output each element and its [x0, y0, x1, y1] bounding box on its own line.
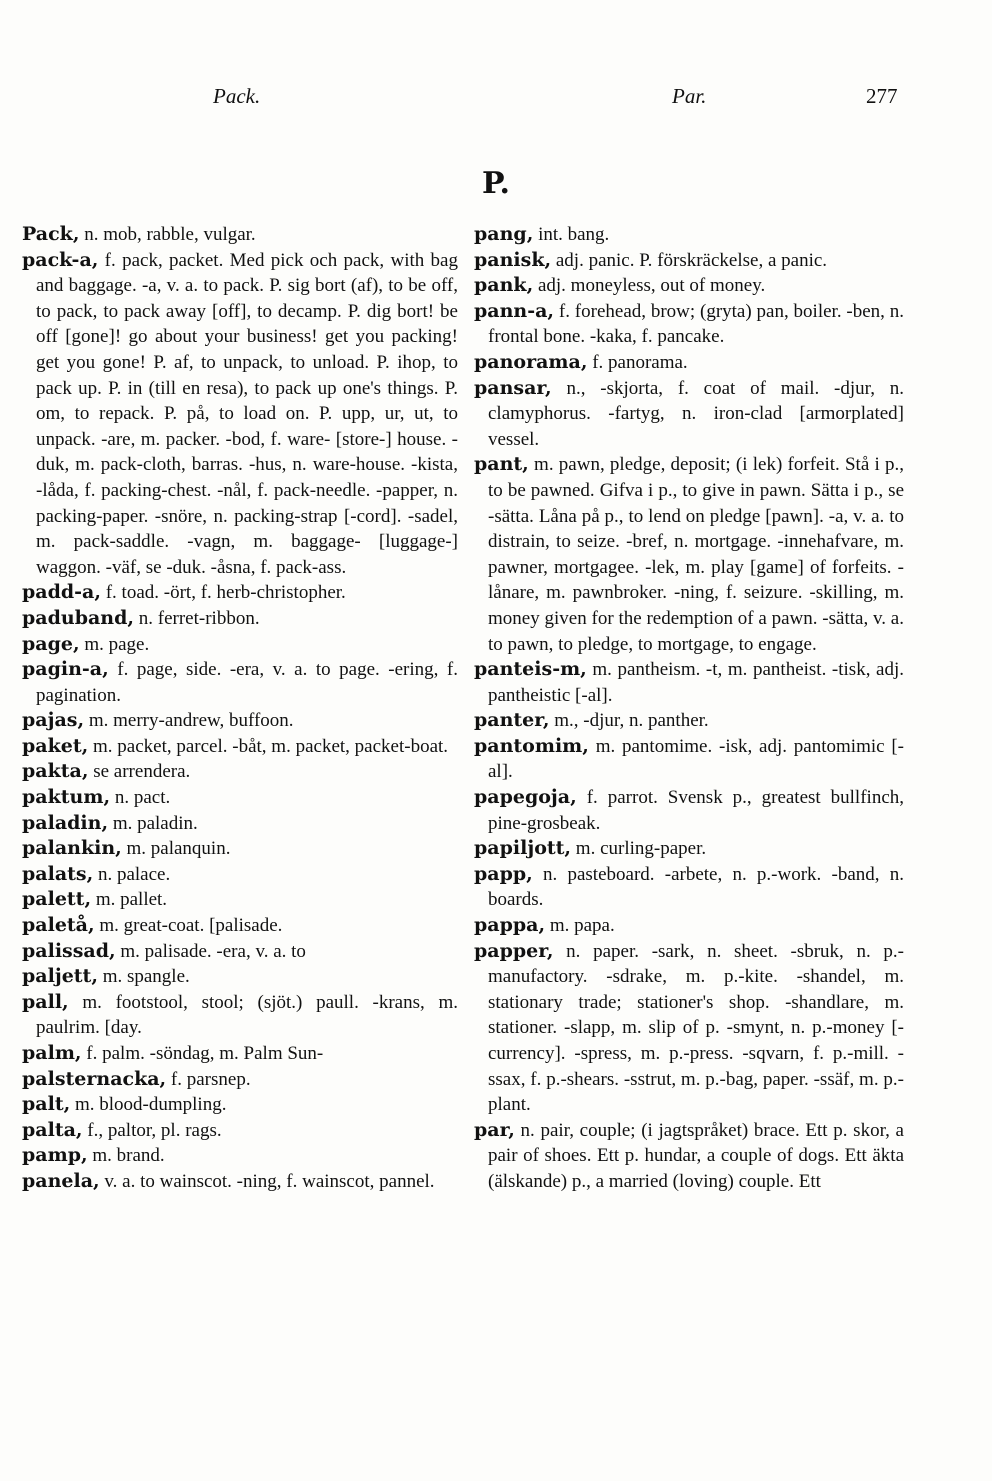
dictionary-entry: [22, 657, 458, 708]
dictionary-entry: [474, 785, 904, 836]
entry-headword: panisk,: [474, 248, 552, 271]
entry-definition: n., -skjorta, f. coat of mail. -djur, n. clamyphorus. -fartyg, n. iron-clad [armorplated] vessel.: [488, 377, 904, 450]
entry-definition: m. great-coat. [palisade.: [94, 915, 283, 937]
entry-headword: pann-a,: [474, 299, 555, 322]
entry-headword: paladin,: [22, 811, 109, 834]
entry-headword: paktum,: [22, 786, 111, 809]
entry-definition: n. mob, rabble, vulgar.: [79, 224, 256, 245]
entry-headword: padd-a,: [22, 581, 101, 604]
entry-headword: palm,: [22, 1042, 82, 1064]
dictionary-entry: [22, 580, 458, 606]
entry-headword: palats,: [22, 862, 94, 885]
entry-definition: m. packet, parcel. -båt, m. packet, packet-boat.: [88, 735, 449, 757]
entry-headword: panter,: [474, 709, 550, 732]
entry-definition: m. pawn, pledge, deposit; (i lek) forfeit. Stå i p., to be pawned. Gifva i p., to give in pawn. Sätta i p., se -sätta. Låna på p., to lend on pledge [pawn]. -a, v. a. to distrain, to seize. -bref, n. mortgage. -innehafvare, m. pawner, mortgagee. -lek, m. play [game] of forfeits. -lånare, m. pawnbroker. -ning, f. seizure. -skilling, m. money given for the redemption of a pawn. -sätta, v. a. to pawn, to pledge, to mortgage, to engage.: [488, 454, 904, 655]
entry-headword: panorama,: [474, 350, 588, 373]
entry-headword: papegoja,: [474, 786, 577, 809]
entry-definition: m., -djur, n. panther.: [549, 710, 709, 732]
dictionary-entry: [22, 785, 458, 811]
header-last-word: Par.: [672, 84, 707, 108]
entry-headword: paket,: [22, 734, 89, 757]
entry-headword: page,: [22, 632, 80, 655]
entry-headword: par,: [474, 1118, 515, 1141]
entry-headword: palett,: [22, 888, 92, 911]
entry-headword: paduband,: [22, 606, 135, 629]
dictionary-entry: [474, 350, 904, 376]
dictionary-entry: [22, 1143, 458, 1169]
entry-headword: palta,: [22, 1118, 83, 1141]
dictionary-entry: [22, 1118, 458, 1144]
entry-definition: m. brand.: [87, 1145, 165, 1167]
dictionary-entry: [22, 1092, 458, 1118]
entry-headword: Pack,: [22, 223, 80, 245]
entry-headword: palsternacka,: [22, 1067, 167, 1090]
right-column: [474, 222, 904, 1195]
entry-definition: n. paper. -sark, n. sheet. -sbruk, n. p.-manufactory. -sdrake, m. p.-kite. -shandel, m. stationary trade; stationer's shop. -shandlare, m. stationer. -slapp, m. slip of p. -smynt, n. p.-money [-currency]. -spress, m. p.-press. -sqvarn, f. p.-mill. -ssax, f. p.-shears. -sstrut, m. p.-bag, paper. -ssäf, m. p.-plant.: [488, 940, 904, 1116]
entry-definition: adj. moneyless, out of money.: [533, 275, 766, 297]
entry-definition: m. palanquin.: [121, 838, 231, 860]
entry-headword: panela,: [22, 1169, 100, 1192]
header-first-word: Pack.: [213, 84, 261, 108]
entry-headword: palankin,: [22, 837, 122, 860]
entry-definition: f. pack, packet. Med pick och pack, with bag and baggage. -a, v. a. to pack. P. sig bort (af), to be off, to pack, to pack away [off], to decamp. P. dig bort! be off [gone]! go about your business! get you packing! get you gone! P. af, to unpack, to unload. P. ihop, to pack up. P. in (till en resa), to pack up one's things. P. om, to repack. P. på, to load on. P. upp, ur, ut, to unpack. -are, m. packer. -bod, f. ware- [store-] house. -duk, m. pack-cloth, barras. -hus, n. ware-house. -kista, -låda, f. packing-chest. -nål, f. pack-needle. -papper, n. packing-paper. -snöre, n. packing-strap [-cord]. -sadel, m. pack-saddle. -vagn, m. baggage- [luggage-] waggon. -väf, se -duk. -åsna, f. pack-ass.: [36, 249, 458, 578]
entry-definition: m. blood-dumpling.: [70, 1094, 227, 1116]
dictionary-entry: [474, 836, 904, 862]
dictionary-entry: [474, 452, 904, 657]
entry-definition: f. parsnep.: [166, 1068, 251, 1090]
dictionary-entry: [474, 913, 904, 939]
dictionary-entry: [474, 273, 904, 299]
entry-definition: f. toad. -ört, f. herb-christopher.: [100, 582, 346, 604]
entry-definition: m. palisade. -era, v. a. to: [115, 940, 306, 962]
dictionary-entry: [22, 862, 458, 888]
dictionary-entry: [474, 734, 904, 785]
dictionary-entry: [22, 964, 458, 990]
section-letter: P.: [481, 166, 511, 201]
entry-headword: pappa,: [474, 914, 546, 937]
entry-headword: papiljott,: [474, 837, 572, 860]
entry-headword: pamp,: [22, 1144, 88, 1167]
dictionary-entry: [474, 1118, 904, 1195]
dictionary-entry: [22, 939, 458, 965]
dictionary-entry: [474, 862, 904, 913]
entry-headword: pack-a,: [22, 248, 99, 271]
dictionary-entry: [474, 222, 904, 248]
entry-definition: f. panorama.: [587, 351, 688, 373]
dictionary-entry: [474, 299, 904, 350]
entry-headword: pantomim,: [474, 734, 589, 757]
entry-headword: paletå,: [22, 914, 95, 937]
entry-definition: v. a. to wainscot. -ning, f. wainscot, pannel.: [99, 1170, 435, 1192]
entry-headword: pansar,: [474, 376, 552, 399]
entry-definition: n. pasteboard. -arbete, n. p.-work. -band, n. boards.: [488, 863, 904, 911]
entry-definition: f. parrot. Svensk p., greatest bullfinch, pine-grosbeak.: [488, 787, 904, 834]
entry-definition: m. pantomime. -isk, adj. pantomimic [-al].: [488, 735, 904, 783]
dictionary-entry: [474, 708, 904, 734]
dictionary-entry: [22, 708, 458, 734]
entry-definition: adj. panic. P. förskräckelse, a panic.: [551, 249, 828, 271]
dictionary-entry: [474, 376, 904, 453]
entry-definition: int. bang.: [533, 224, 610, 245]
dictionary-entry: [22, 887, 458, 913]
entry-definition: n. palace.: [93, 863, 171, 885]
entry-headword: pant,: [474, 453, 529, 476]
dictionary-entry: [22, 836, 458, 862]
entry-definition: f. forehead, brow; (gryta) pan, boiler. -ben, n. frontal bone. -kaka, f. pancake.: [488, 300, 904, 348]
dictionary-entry: [22, 1041, 458, 1067]
entry-definition: m. paladin.: [108, 812, 198, 834]
entry-definition: m. merry-andrew, buffoon.: [84, 710, 294, 732]
dictionary-entry: [22, 632, 458, 658]
dictionary-entry: [22, 606, 458, 632]
dictionary-entry: [22, 1067, 458, 1093]
entry-headword: panteis-m,: [474, 658, 587, 681]
dictionary-entry: [22, 734, 458, 760]
entry-definition: m. page.: [79, 633, 150, 655]
dictionary-entry: [22, 248, 458, 581]
entry-definition: n. pact.: [110, 787, 171, 809]
entry-headword: paljett,: [22, 965, 98, 988]
entry-definition: f. palm. -söndag, m. Palm Sun-: [81, 1043, 324, 1064]
entry-headword: pajas,: [22, 709, 85, 732]
dictionary-entry: [474, 248, 904, 274]
entry-headword: pagin-a,: [22, 658, 109, 681]
dictionary-entry: [22, 811, 458, 837]
running-header: [0, 84, 992, 114]
entry-definition: m. pallet.: [91, 889, 168, 911]
entry-headword: papper,: [474, 939, 554, 962]
entry-headword: pang,: [474, 223, 534, 245]
dictionary-entry: [474, 657, 904, 708]
dictionary-entry: [22, 222, 458, 248]
entry-headword: pakta,: [22, 760, 89, 783]
entry-definition: n. ferret-ribbon.: [134, 607, 260, 629]
dictionary-entry: [22, 990, 458, 1041]
entry-definition: f. page, side. -era, v. a. to page. -ering, f. pagination.: [36, 659, 458, 706]
entry-definition: m. papa.: [545, 915, 615, 937]
entry-headword: pank,: [474, 274, 534, 297]
entry-definition: f., paltor, pl. rags.: [82, 1119, 222, 1141]
entry-headword: pall,: [22, 990, 69, 1013]
dictionary-entry: [474, 939, 904, 1118]
dictionary-entry: [22, 1169, 458, 1195]
entry-headword: palt,: [22, 1093, 71, 1116]
entry-definition: m. curling-paper.: [571, 838, 707, 860]
entry-definition: n. pair, couple; (i jagtspråket) brace. Ett p. skor, a pair of shoes. Ett p. hundar, a couple of dogs. Ett äkta (älskande) p., a married (loving) couple. Ett: [488, 1119, 904, 1192]
entry-headword: papp,: [474, 862, 533, 885]
dictionary-entry: [22, 759, 458, 785]
entry-definition: se arrendera.: [88, 761, 191, 783]
entry-definition: m. pantheism. -t, m. pantheist. -tisk, adj. pantheistic [-al].: [488, 659, 904, 706]
entry-definition: m. footstool, stool; (sjöt.) paull. -krans, m. paulrim. [day.: [36, 991, 458, 1039]
left-column: [22, 222, 458, 1195]
dictionary-entry: [22, 913, 458, 939]
entry-headword: palissad,: [22, 939, 116, 962]
entry-definition: m. spangle.: [97, 966, 190, 988]
page-number: 277: [866, 84, 898, 108]
